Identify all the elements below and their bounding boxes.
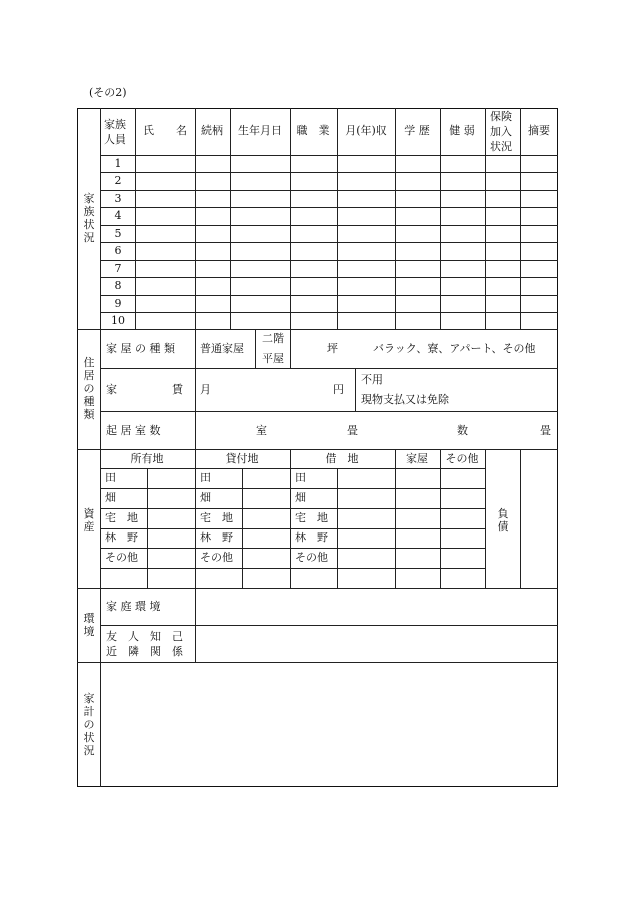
owned-land-header: 所有地 xyxy=(130,452,164,465)
header-income: 月(年)収 xyxy=(345,124,387,137)
land-type: 宅 地 xyxy=(295,511,328,524)
land-type: 畑 xyxy=(200,491,211,504)
land-type: 田 xyxy=(295,471,306,484)
land-type: その他 xyxy=(200,551,233,564)
floors-two-story: 二階 xyxy=(262,332,284,345)
house-type-label: 家 屋 の 種 類 xyxy=(106,342,175,355)
lent-land-header: 貸付地 xyxy=(225,452,259,465)
rent-exempt: 現物支払又は免除 xyxy=(361,393,449,406)
floors-one-story: 平屋 xyxy=(262,352,284,365)
land-type: 宅 地 xyxy=(105,511,138,524)
home-environment-label: 家 庭 環 境 xyxy=(106,600,161,613)
header-education: 学 歴 xyxy=(404,124,430,137)
land-type: 畑 xyxy=(295,491,306,504)
debt-label: 負債 xyxy=(497,507,509,533)
header-occupation: 職 業 xyxy=(296,124,330,137)
label-column-divider xyxy=(100,108,101,787)
neighbors-label: 近 隣 関 係 xyxy=(106,645,183,658)
family-section-label: 家族状況 xyxy=(83,192,95,244)
header-name: 氏 名 xyxy=(143,124,187,137)
land-type: 田 xyxy=(200,471,211,484)
part-label: (その2) xyxy=(89,86,127,99)
header-relation: 続柄 xyxy=(201,124,223,137)
tatami-unit: 畳 xyxy=(347,424,358,437)
rent-yen: 円 xyxy=(333,383,344,396)
header-family-member: 家族人員 xyxy=(104,118,126,146)
land-type: その他 xyxy=(105,551,138,564)
land-type: その他 xyxy=(295,551,328,564)
family-row-number: 10 xyxy=(111,314,125,327)
family-row-number: 6 xyxy=(114,244,122,257)
family-row-number: 2 xyxy=(114,174,122,187)
section-divider xyxy=(77,662,558,663)
assets-section-label: 資産 xyxy=(83,507,95,533)
tatami-unit-2: 畳 xyxy=(540,424,551,437)
house-type-value: 普通家屋 xyxy=(200,342,244,355)
borrowed-land-header: 借 地 xyxy=(325,452,359,465)
rent-month: 月 xyxy=(200,383,211,396)
rent-label: 家 賃 xyxy=(106,383,183,396)
rooms-label: 起 居 室 数 xyxy=(106,424,161,437)
family-row-number: 3 xyxy=(114,192,122,205)
rooms-unit: 室 xyxy=(256,424,267,437)
header-birthdate: 生年月日 xyxy=(238,124,282,137)
family-row-number: 1 xyxy=(114,157,122,170)
family-row-number: 8 xyxy=(114,279,122,292)
land-type: 田 xyxy=(105,471,116,484)
section-divider xyxy=(77,588,558,589)
land-type: 林 野 xyxy=(295,531,328,544)
area-unit: 坪 xyxy=(327,342,338,355)
family-row-number: 5 xyxy=(114,227,122,240)
header-health: 健 弱 xyxy=(449,124,475,137)
count-label: 数 xyxy=(457,424,468,437)
land-type: 畑 xyxy=(105,491,116,504)
section-divider xyxy=(77,329,558,330)
family-row-number: 7 xyxy=(114,262,122,275)
header-remarks: 摘要 xyxy=(528,124,550,137)
rent-none: 不用 xyxy=(361,373,383,386)
land-type: 林 野 xyxy=(105,531,138,544)
residence-section-label: 住居の種類 xyxy=(83,356,95,421)
environment-section-label: 環境 xyxy=(83,612,95,638)
friends-label: 友 人 知 己 xyxy=(106,630,183,643)
family-row-number: 4 xyxy=(114,209,122,222)
header-insurance: 保険加入状況 xyxy=(490,110,512,153)
land-type: 宅 地 xyxy=(200,511,233,524)
family-row-number: 9 xyxy=(114,297,122,310)
other-house-types: バラック、寮、アパート、その他 xyxy=(373,342,536,355)
other-header: その他 xyxy=(445,452,479,465)
household-section-label: 家計の状況 xyxy=(83,692,95,757)
land-type: 林 野 xyxy=(200,531,233,544)
house-header: 家屋 xyxy=(406,452,428,465)
